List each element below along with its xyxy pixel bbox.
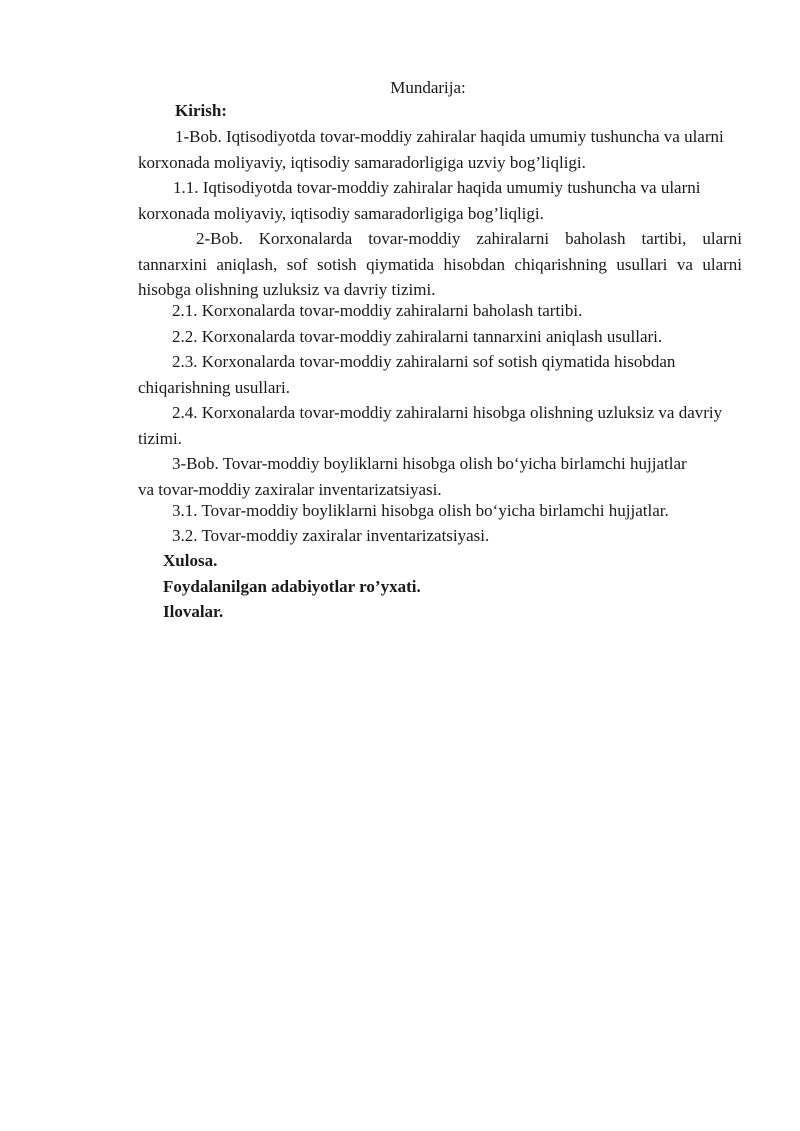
toc-intro: Kirish:	[175, 101, 227, 120]
toc-appendices: Ilovalar.	[163, 602, 224, 621]
toc-section-1-1: 1.1. Iqtisodiyotda tovar-moddiy zahiralar haqida umumiy tushuncha va ularni korxonada moliyaviy, iqtisodiy samaradorligiga bog’liqligi.	[138, 178, 701, 223]
toc-references: Foydalanilgan adabiyotlar ro’yxati.	[163, 577, 421, 596]
toc-title: Mundarija:	[390, 78, 466, 97]
toc-section-2-1: 2.1. Korxonalarda tovar-moddiy zahiralarni baholash tartibi.	[172, 301, 583, 320]
toc-chapter-3: 3-Bob. Tovar-moddiy boyliklarni hisobga olish bo‘yicha birlamchi hujjatlar va tovar-moddiy zaxiralar inventarizatsiyasi.	[138, 454, 687, 499]
toc-section-2-2: 2.2. Korxonalarda tovar-moddiy zahiralarni tannarxini aniqlash usullari.	[172, 327, 663, 346]
toc-section-2-3: 2.3. Korxonalarda tovar-moddiy zahiralarni sof sotish qiymatida hisobdan chiqarishning usullari.	[138, 352, 676, 397]
toc-conclusion: Xulosa.	[163, 551, 218, 570]
toc-chapter-1: 1-Bob. Iqtisodiyotda tovar-moddiy zahiralar haqida umumiy tushuncha va ularni korxonada moliyaviy, iqtisodiy samaradorligiga uzviy bog’liqligi.	[138, 127, 724, 172]
toc-section-3-2: 3.2. Tovar-moddiy zaxiralar inventarizatsiyasi.	[172, 526, 490, 545]
toc-chapter-2: 2-Bob. Korxonalarda tovar-moddiy zahiralarni baholash tartibi, ularni tannarxini aniqlash, sof sotish qiymatida hisobdan chiqarishning usullari va ularni hisobga olishning uzluksiz va davriy tizimi.	[138, 229, 742, 299]
toc-section-3-1: 3.1. Tovar-moddiy boyliklarni hisobga olish bo‘yicha birlamchi hujjatlar.	[172, 501, 669, 520]
toc-section-2-4: 2.4. Korxonalarda tovar-moddiy zahiralarni hisobga olishning uzluksiz va davriy tizimi.	[138, 403, 723, 448]
